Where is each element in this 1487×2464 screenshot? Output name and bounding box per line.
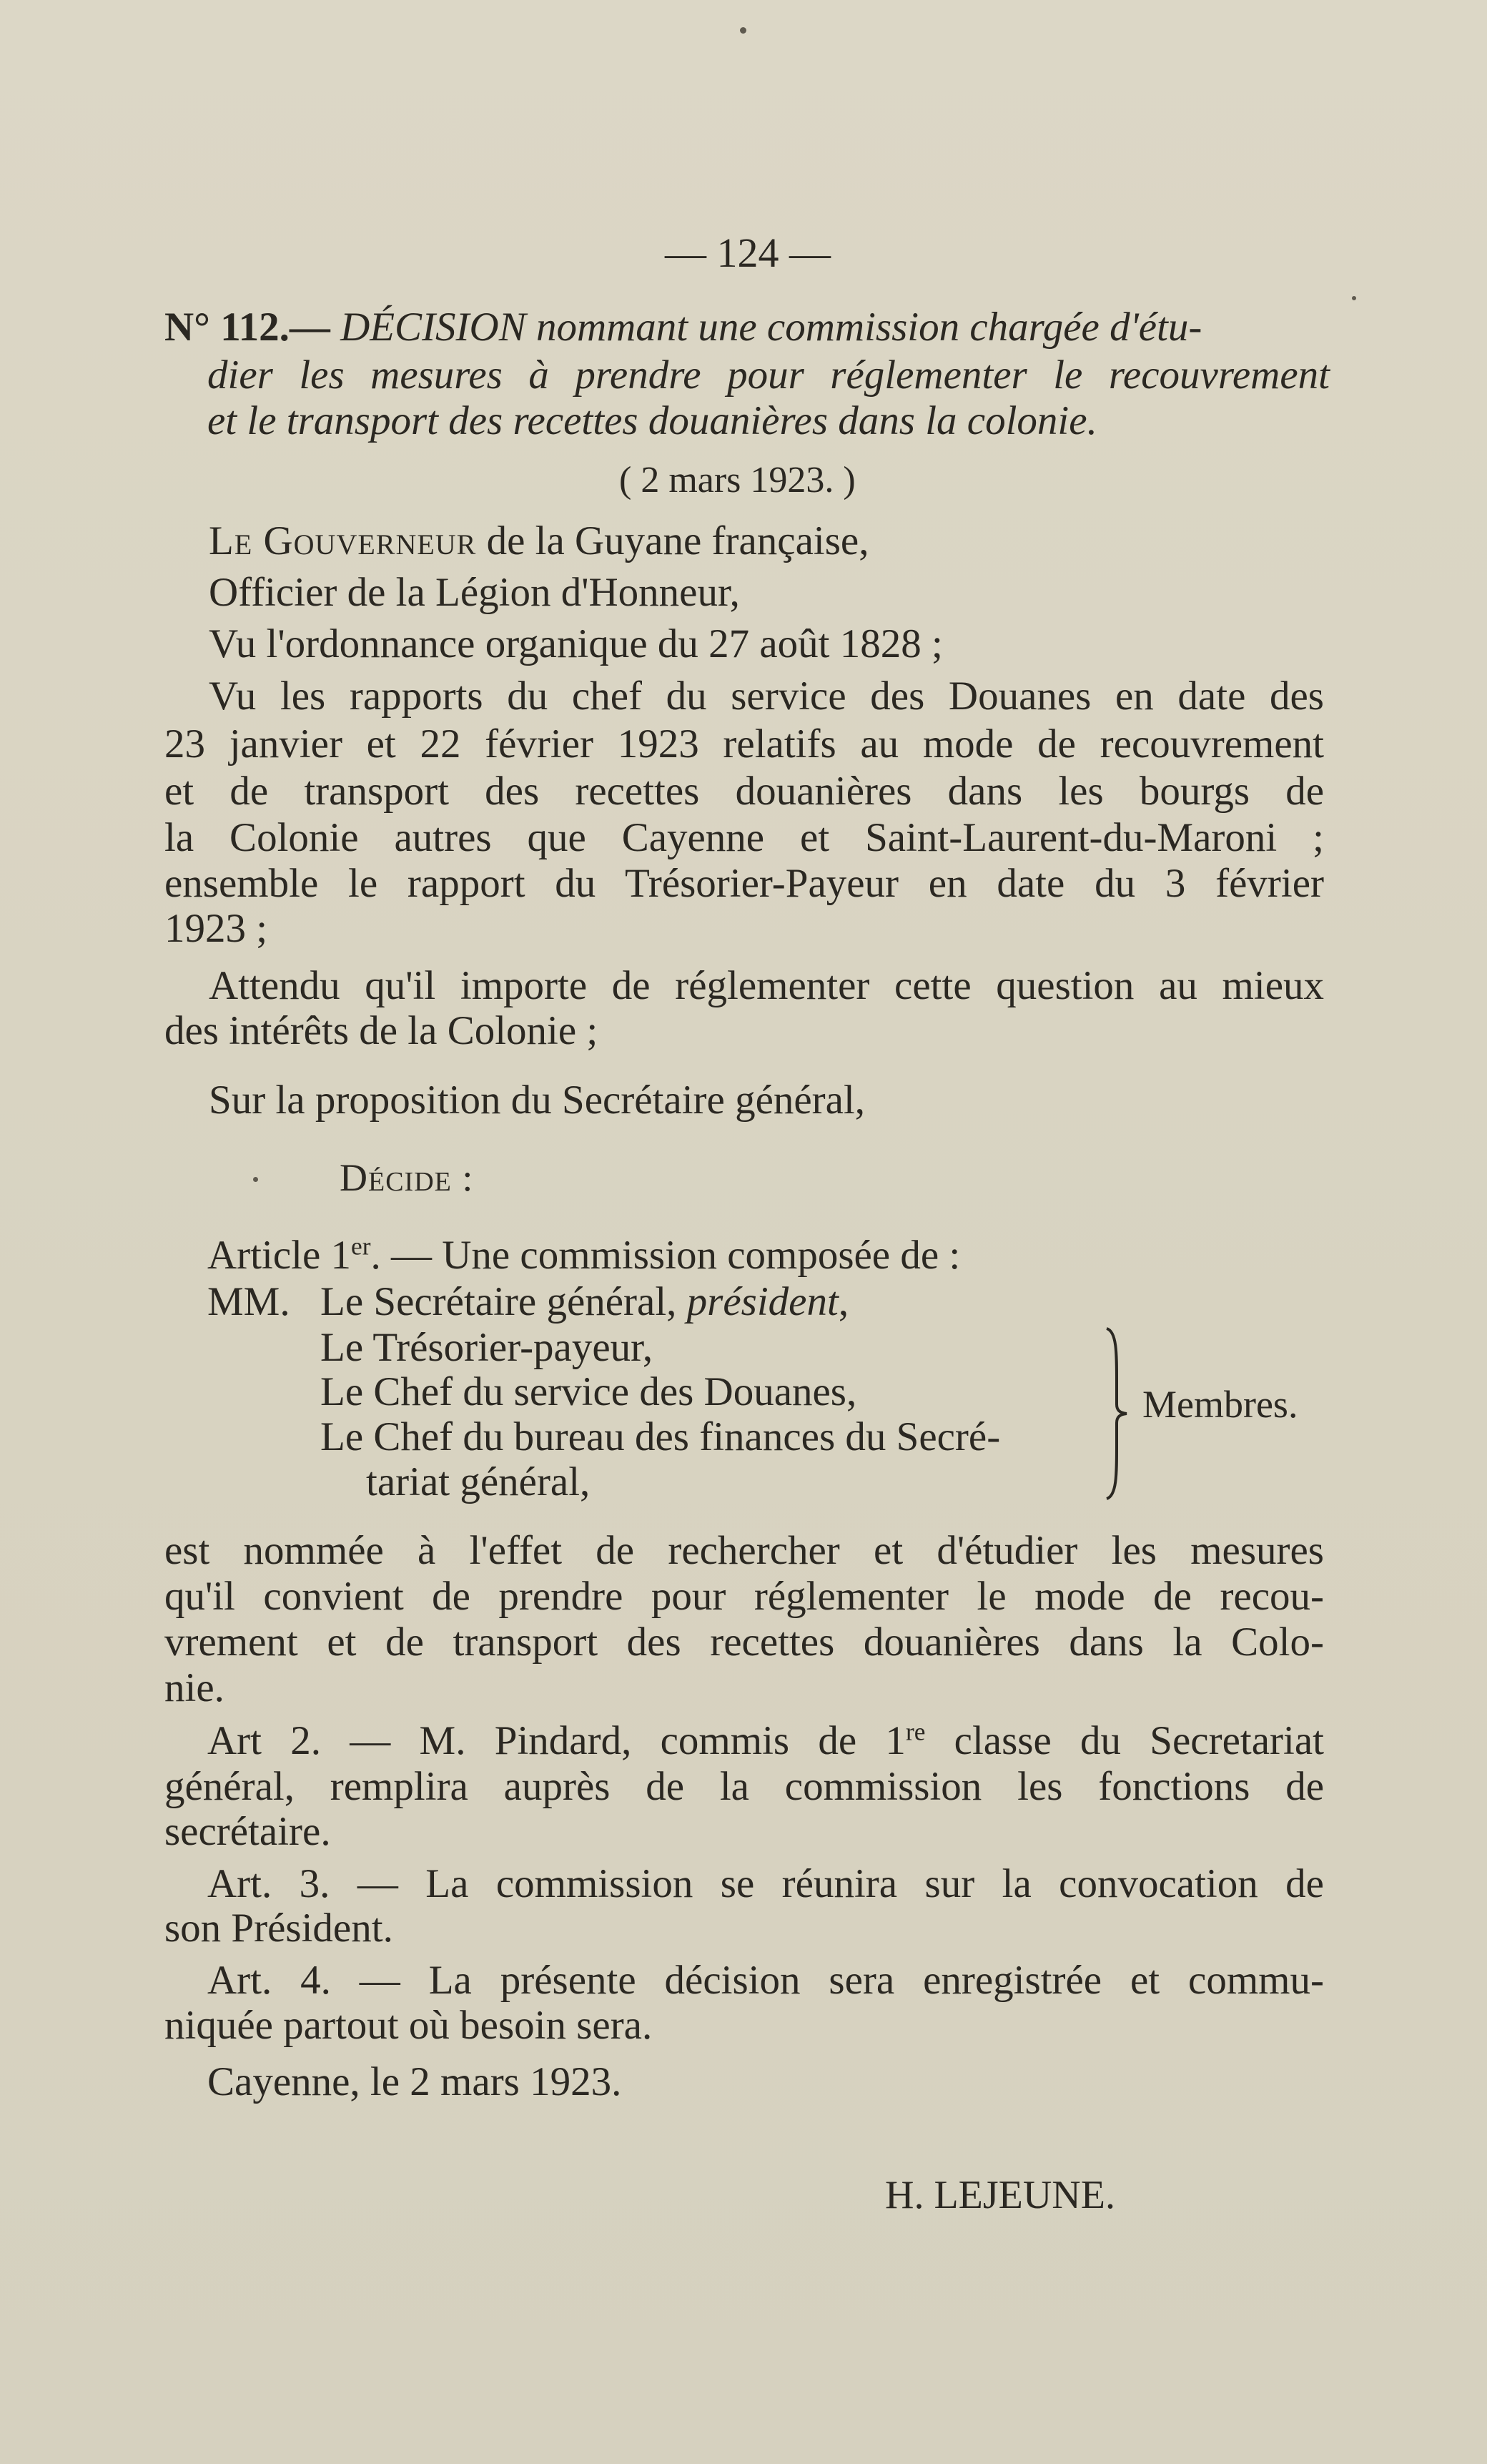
date-parenthetical: ( 2 mars 1923. ): [619, 460, 856, 501]
article-2-prefix: Art 2. — M. Pindard, commis de 1: [207, 1718, 906, 1763]
governor-label: Le Gouverneur: [209, 518, 477, 563]
article-1-body-line-2: qu'il convient de prendre pour réglementer le mode de recou-: [164, 1574, 1324, 1619]
vu-rapports-line-2: 23 janvier et 22 février 1923 relatifs au mode de recouvrement: [164, 721, 1324, 767]
member-3: Le Chef du bureau des finances du Secré-: [320, 1414, 1001, 1459]
heading-line-2: dier les mesures à prendre pour réglementer le recouvrement: [207, 353, 1330, 398]
vu-rapports-line-5: ensemble le rapport du Trésorier-Payeur en date du 3 février: [164, 861, 1324, 906]
heading-line-1: [164, 307, 1337, 348]
heading-title-line-1: DÉCISION nommant une commission chargée d'étu-: [340, 305, 1202, 350]
attendu-line-1: Attendu qu'il importe de réglementer cette question au mieux: [209, 963, 1324, 1008]
article-3-line-2: son Président.: [164, 1906, 393, 1951]
article-1-label: Article 1: [207, 1233, 352, 1278]
vu-rapports-line-6: 1923 ;: [164, 906, 268, 951]
heading-line-3: et le transport des recettes douanières dans la colonie.: [207, 398, 1097, 443]
vu-rapports-line-1: Vu les rapports du chef du service des Douanes en date des: [209, 674, 1324, 719]
article-1-sup: er: [351, 1232, 371, 1261]
article-1-intro: [207, 1232, 961, 1278]
members-label: Membres.: [1142, 1383, 1298, 1426]
article-2-line-3: secrétaire.: [164, 1809, 331, 1854]
place-date: Cayenne, le 2 mars 1923.: [207, 2059, 622, 2104]
article-1-body-line-3: vrement et de transport des recettes douanières dans la Colo-: [164, 1620, 1324, 1665]
speck: [740, 27, 746, 34]
attendu-line-2: des intérêts de la Colonie ;: [164, 1008, 598, 1053]
article-2-line-2: général, remplira auprès de la commission les fonctions de: [164, 1764, 1324, 1809]
mm-label: MM.: [207, 1279, 290, 1324]
vu-rapports-line-4: la Colonie autres que Cayenne et Saint-Laurent-du-Maroni ;: [164, 815, 1324, 860]
proposition-line: Sur la proposition du Secrétaire général,: [209, 1078, 866, 1123]
article-2-sup: re: [905, 1718, 926, 1746]
governor-line: [209, 518, 869, 563]
member-4: tariat général,: [366, 1459, 591, 1504]
article-1-intro-text: . — Une commission composée de :: [370, 1233, 961, 1278]
president-line: [320, 1281, 849, 1322]
page-number: — 124 —: [665, 230, 831, 276]
vu-ordonnance: Vu l'ordonnance organique du 27 août 1828 ;: [209, 621, 943, 666]
speck: [253, 1177, 258, 1182]
speck: [1352, 296, 1356, 300]
officer-line: Officier de la Légion d'Honneur,: [209, 570, 740, 615]
article-2-line-1: [207, 1720, 1324, 1761]
article-3-line-1: Art. 3. — La commission se réunira sur la convocation de: [207, 1861, 1324, 1906]
member-1: Le Trésorier-payeur,: [320, 1325, 653, 1370]
member-2: Le Chef du service des Douanes,: [320, 1369, 857, 1414]
members-brace: [1101, 1324, 1137, 1503]
governor-rest: de la Guyane française,: [476, 518, 869, 563]
president-prefix: Le Secrétaire général,: [320, 1279, 687, 1324]
article-1-body-line-4: nie.: [164, 1665, 224, 1710]
signature: H. LEJEUNE.: [885, 2173, 1115, 2217]
article-4-line-1: Art. 4. — La présente décision sera enregistrée et commu-: [207, 1958, 1324, 2003]
president-suffix: ,: [838, 1279, 849, 1324]
article-4-line-2: niquée partout où besoin sera.: [164, 2003, 653, 2048]
decision-number: N° 112.—: [164, 305, 330, 350]
article-2-suffix: classe du Secretariat: [925, 1718, 1324, 1763]
president-italic: président: [686, 1279, 839, 1324]
article-1-body-line-1: est nommée à l'effet de rechercher et d'étudier les mesures: [164, 1528, 1324, 1573]
vu-rapports-line-3: et de transport des recettes douanières dans les bourgs de: [164, 769, 1324, 814]
decide-heading: Décide :: [340, 1156, 474, 1199]
